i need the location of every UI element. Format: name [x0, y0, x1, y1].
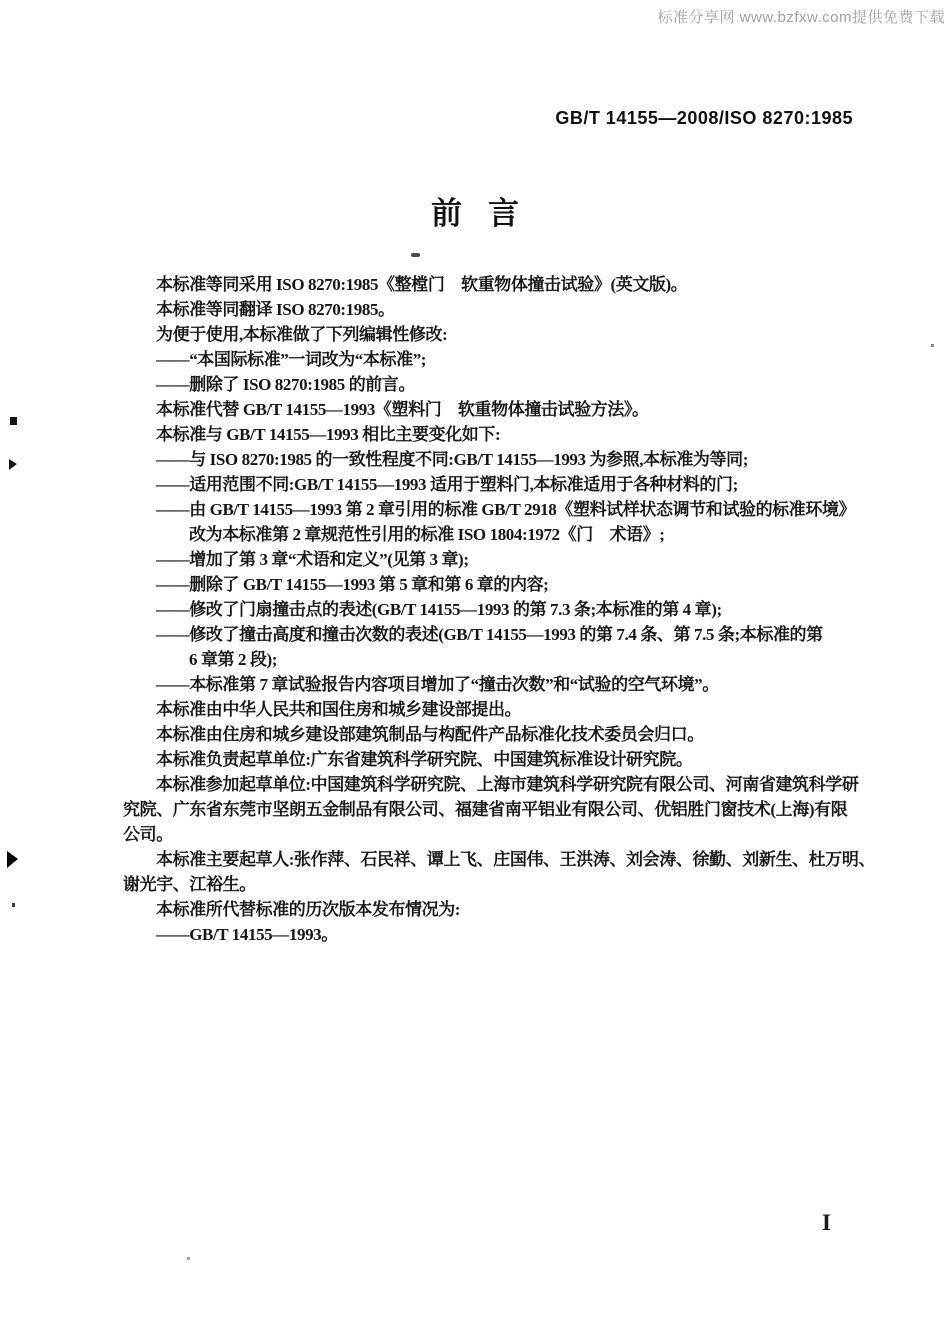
body-line: ——修改了门扇撞击点的表述(GB/T 14155—1993 的第 7.3 条;本标准的第 4 章); — [156, 600, 722, 619]
body-line: 本标准代替 GB/T 14155—1993《塑料门 软重物体撞击试验方法》。 — [156, 400, 649, 419]
body-line: 本标准等同采用 ISO 8270:1985《整樘门 软重物体撞击试验》(英文版)。 — [156, 275, 688, 294]
standard-number-header: GB/T 14155—2008/ISO 8270:1985 — [555, 108, 853, 128]
scan-artifact-triangle — [7, 851, 18, 868]
body-line: 本标准与 GB/T 14155—1993 相比主要变化如下: — [156, 425, 501, 444]
body-line: 本标准负责起草单位:广东省建筑科学研究院、中国建筑标准设计研究院。 — [156, 750, 693, 769]
scan-artifact-dot — [12, 903, 15, 907]
body-line: 本标准由住房和城乡建设部建筑制品与构配件产品标准化技术委员会归口。 — [156, 725, 704, 744]
body-line: ——本标准第 7 章试验报告内容项目增加了“撞击次数”和“试验的空气环境”。 — [156, 675, 719, 694]
body-line: ——与 ISO 8270:1985 的一致性程度不同:GB/T 14155—1993 为参照,本标准为等同; — [156, 450, 748, 469]
body-line: 究院、广东省东莞市坚朗五金制品有限公司、福建省南平铝业有限公司、优铝胜门窗技术(上海)有限 — [123, 800, 848, 819]
page-title — [0, 188, 950, 233]
body-line: 本标准参加起草单位:中国建筑科学研究院、上海市建筑科学研究院有限公司、河南省建筑科学研 — [156, 775, 859, 794]
body-line: ——增加了第 3 章“术语和定义”(见第 3 章); — [156, 550, 469, 569]
scan-artifact-dot — [187, 1257, 190, 1260]
body-line: 本标准等同翻译 ISO 8270:1985。 — [156, 300, 395, 319]
body-line: 本标准主要起草人:张作萍、石民祥、谭上飞、庄国伟、王洪涛、刘会涛、徐勤、刘新生、杜万明、 — [156, 850, 876, 869]
scan-artifact-dot — [10, 417, 17, 425]
watermark-text: 标准分享网 www.bzfxw.com提供免费下载 — [657, 9, 945, 26]
body-line: 本标准由中华人民共和国住房和城乡建设部提出。 — [156, 700, 522, 719]
body-line: 谢光宇、江裕生。 — [123, 875, 256, 894]
body-line: ——适用范围不同:GB/T 14155—1993 适用于塑料门,本标准适用于各种材料的门; — [156, 475, 738, 494]
scan-artifact-arrow — [9, 459, 17, 470]
body-line: ——由 GB/T 14155—1993 第 2 章引用的标准 GB/T 2918《塑料试样状态调节和试验的标准环境》 — [156, 500, 856, 519]
body-line: 为便于使用,本标准做了下列编辑性修改: — [156, 325, 448, 344]
page-title-text: 前言 — [431, 196, 545, 231]
scan-artifact-dot — [931, 344, 934, 347]
body-line: 6 章第 2 段); — [189, 650, 278, 669]
body-line: 公司。 — [123, 825, 173, 844]
body-line: ——“本国际标准”一词改为“本标准”; — [156, 350, 427, 369]
body-line: 改为本标准第 2 章规范性引用的标准 ISO 1804:1972《门 术语》; — [189, 525, 665, 544]
body-line: ——修改了撞击高度和撞击次数的表述(GB/T 14155—1993 的第 7.4 条、第 7.5 条;本标准的第 — [156, 625, 823, 644]
body-line: 本标准所代替标准的历次版本发布情况为: — [156, 900, 461, 919]
foreword-body — [123, 272, 876, 947]
page-number: I — [822, 1210, 831, 1235]
body-line: ——删除了 ISO 8270:1985 的前言。 — [156, 375, 416, 394]
body-line: ——删除了 GB/T 14155—1993 第 5 章和第 6 章的内容; — [156, 575, 549, 594]
body-line: ——GB/T 14155—1993。 — [156, 925, 338, 944]
scan-artifact-mark — [411, 253, 420, 257]
